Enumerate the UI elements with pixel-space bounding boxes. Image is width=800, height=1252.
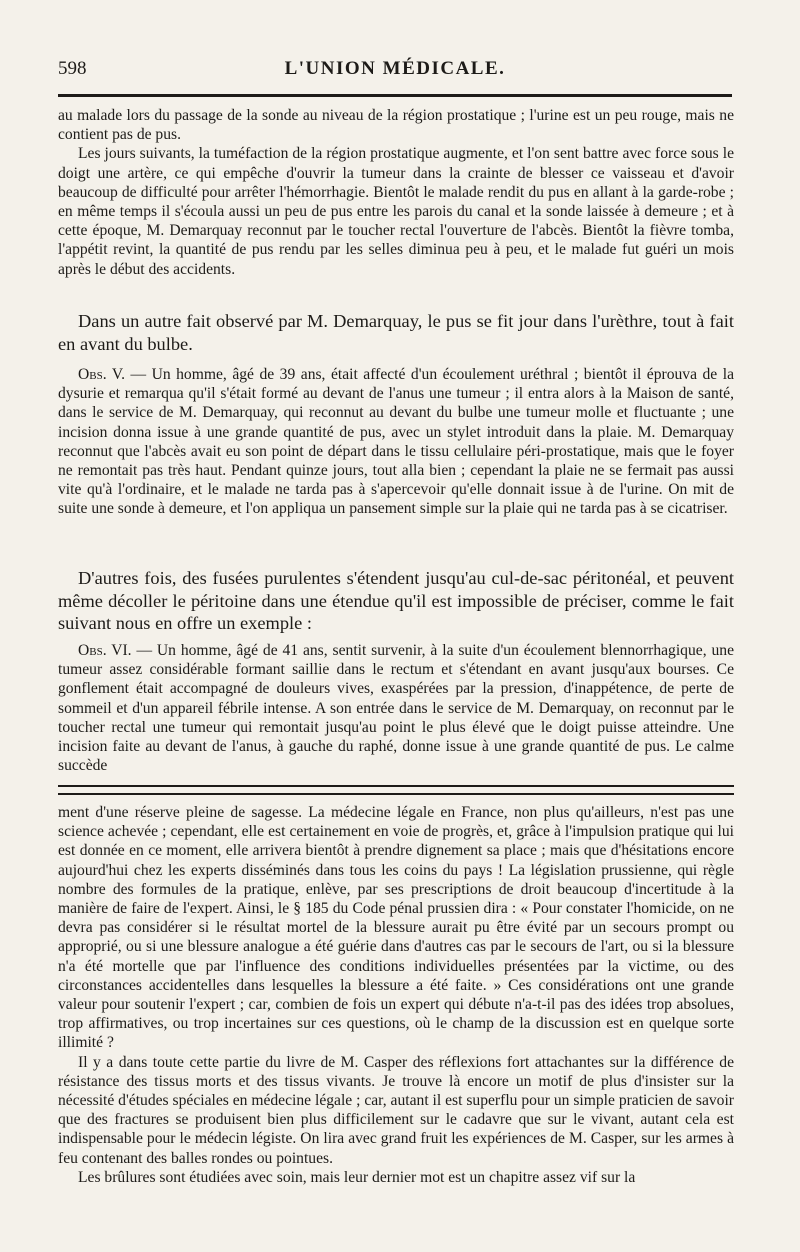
feuilleton-paragraph-2: Il y a dans toute cette partie du livre de M. Casper des réflexions fort attachantes sur la différence de résistance des tissus morts et des tissus vivants. Je trouve là encore un motif de plus d'insister sur la nécessité d'études spéciales en médecine légale ; car, autant il est superflu pour un simple praticien de savoir que des fractures se produisent bien plus difficilement sur le cadavre que sur le vivant, autant cela est indispensable pour le médecin légiste. On lira avec grand fruit les expériences de M. Casper, sur les armes à feu contenant des balles rondes ou pointues.	[58, 1053, 734, 1167]
paragraph-other-times: D'autres fois, des fusées purulentes s'étendent jusqu'au cul-de-sac péritonéal, et peuvent même décoller le péritoine dans une étendue qu'il est impossible de préciser, comme le fait suivant nous en offre un exemple :	[58, 568, 734, 633]
top-block-5	[58, 641, 734, 775]
page-number: 598	[58, 58, 87, 79]
page-header	[58, 58, 732, 88]
paragraph-following-days: Les jours suivants, la tuméfaction de la région prostatique augmente, et l'on sent battre avec force sous le doigt une artère, ce qui empêche d'ouvrir la tumeur dans la crainte de blesser ce vaisseau et d'avoir beaucoup de difficulté pour arrêter l'hémorrhagie. Bientôt le malade rendit du pus en allant à la garde-robe ; en même temps il s'écoula aussi un peu de pus entre les parois du canal et la sonde laissée à demeure ; et à cette époque, M. Demarquay reconnut par le toucher rectal l'ouverture de l'abcès. Bientôt la fièvre tomba, l'appétit revint, la quantité de pus rendu par les selles diminua peu à peu, et le malade fut guéri un mois après le début des accidents.	[58, 145, 734, 278]
observation-five-label: Obs. V.	[78, 366, 125, 383]
observation-six	[58, 641, 734, 775]
top-block-4	[58, 567, 734, 635]
paragraph-continued: au malade lors du passage de la sonde au niveau de la région prostatique ; l'urine est un peu rouge, mais ne contient pas de pus.	[58, 107, 734, 144]
header-rule	[58, 94, 732, 97]
paragraph-another-case: Dans un autre fait observé par M. Demarquay, le pus se fit jour dans l'urèthre, tout à fait en avant du bulbe.	[58, 311, 734, 354]
top-block-1	[58, 106, 734, 279]
feuilleton-separator	[58, 785, 734, 795]
top-block-2	[58, 310, 734, 355]
top-block-3	[58, 365, 734, 519]
observation-six-text: — Un homme, âgé de 41 ans, sentit survenir, à la suite d'un écoulement blennorrhagique, une tumeur assez considérable formant saillie dans le rectum et s'étendant en avant jusqu'aux bourses. Ce gonflement était accompagné de douleurs vives, exaspérées par la pression, d'inappétence, de perte de sommeil et d'un appareil fébrile intense. A son entrée dans le service de M. Demarquay, on reconnut par le toucher rectal une tumeur qui remontait jusqu'au point le plus élevé que le doigt puisse atteindre. Une incision faite au devant de l'anus, à gauche du raphé, donne issue à une grande quantité de pus. Le calme succède	[58, 642, 734, 775]
feuilleton-paragraph-3: Les brûlures sont étudiées avec soin, mais leur dernier mot est un chapitre assez vif sur la	[78, 1168, 636, 1186]
observation-five	[58, 365, 734, 519]
observation-five-text: — Un homme, âgé de 39 ans, était affecté d'un écoulement uréthral ; bientôt il éprouva de la dysurie et remarqua qu'il s'était formé au devant de l'anus une tumeur ; il entra alors à la Maison de santé, dans le service de M. Demarquay, qui reconnut au devant du bulbe une tumeur molle et fluctuante ; une incision donna issue à une grande quantité de pus, avec un stylet introduit dans la plaie. M. Demarquay reconnut que l'abcès avait eu son point de départ dans le tissu cellulaire péri-prostatique, mais que le foyer ne remontait pas très haut. Pendant quinze jours, tout alla bien ; cependant la plaie ne se fermait pas aussi vite qu'à l'ordinaire, et le malade ne tarda pas à s'apercevoir qu'elle donnait issue à de l'urine. On mit de suite une sonde à demeure, et l'on appliqua un pansement simple sur la plaie qui ne tarda pas à se cicatriser.	[58, 366, 734, 518]
observation-six-label: Obs. VI.	[78, 642, 132, 659]
journal-title: L'UNION MÉDICALE.	[284, 58, 506, 79]
bottom-block	[58, 803, 734, 1187]
feuilleton-paragraph-1: ment d'une réserve pleine de sagesse. La médecine légale en France, non plus qu'ailleurs, n'est pas une science achevée ; cependant, elle est certainement en voie de progrès, et, grâce à l'impulsion pratique qui lui est donnée en ce moment, elle arrivera bientôt à prendre dignement sa place ; mais que d'hésitations encore aujourd'hui chez les experts disséminés dans tous les coins du pays ! La législation prussienne, qui règle nombre des formules de la pratique, enlève, par ses prescriptions de droit beaucoup d'incertitude à la manière de faire de l'expert. Ainsi, le § 185 du Code pénal prussien dira : « Pour constater l'homicide, on ne devra pas considérer si le résultat mortel de la blessure aurait pu être évité par un secours prompt ou approprié, ou si une blessure analogue a été guérie dans d'autres cas par le secours de l'art, ou si la blessure n'a été mortelle que par l'influence des conditions individuelles présentées par la victime, ou des circonstances accidentelles dans lesquelles la blessure a été faite. » Ces considérations ont une grande valeur pour soutenir l'expert ; car, combien de fois un expert qui débute n'a-t-il pas des idées trop absolues, trop affirmatives, ou trop incertaines sur ces questions, où le champ de la discussion est en quelque sorte illimité ?	[58, 804, 734, 1052]
